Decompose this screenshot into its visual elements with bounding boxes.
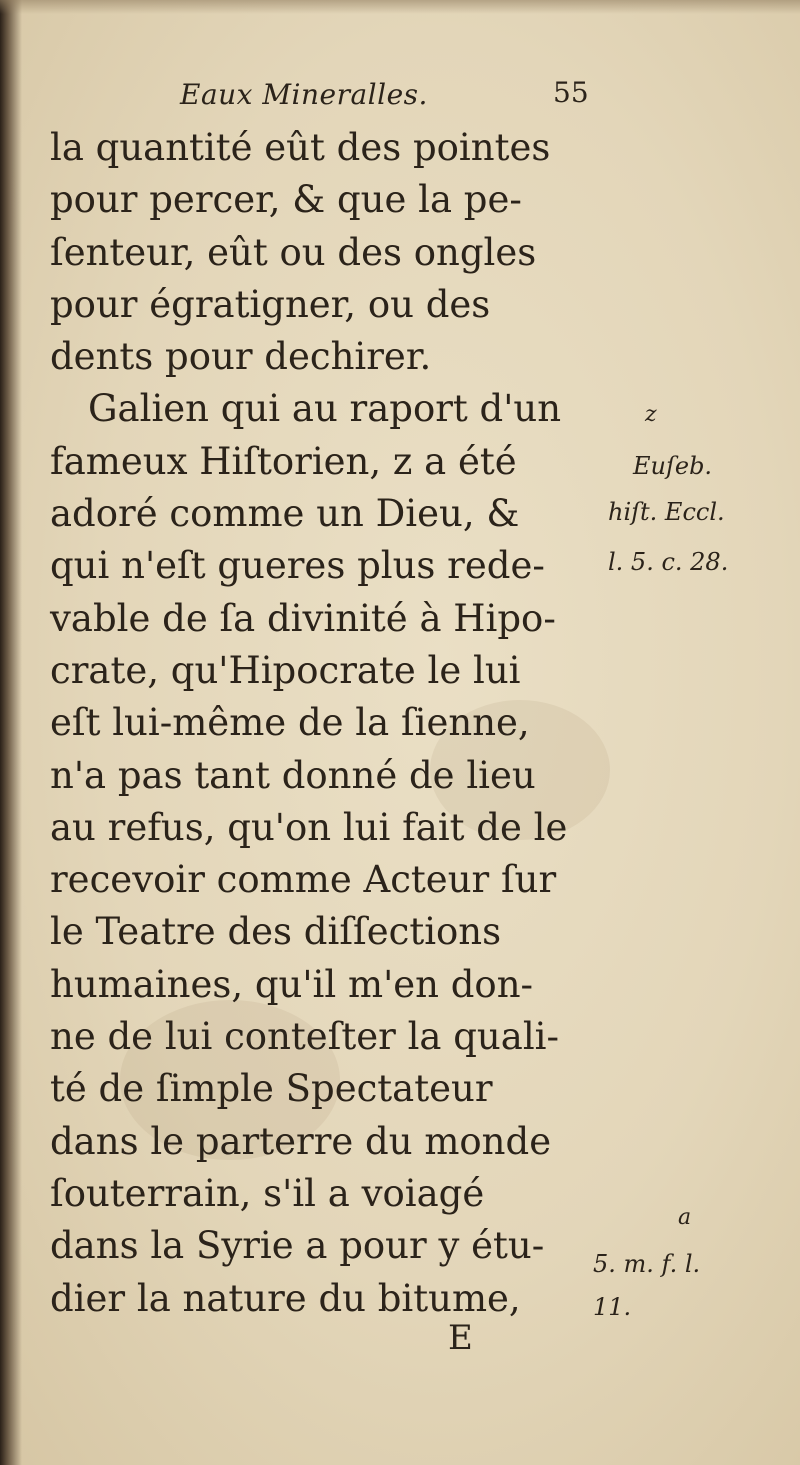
page-number: 55 [553, 76, 589, 109]
running-head: Eaux Mineralles. [180, 78, 428, 111]
text-line: pour percer, & que la pe- [50, 178, 522, 222]
page-top-edge [0, 0, 800, 14]
text-line: eſt lui-même de la ſienne, [50, 701, 530, 745]
text-line: n'a pas tant donné de lieu [50, 753, 536, 797]
margin-note-a: a [678, 1205, 692, 1230]
margin-note-z: z [645, 402, 657, 427]
text-line: crate, qu'Hipocrate le lui [50, 648, 521, 692]
text-line: la quantité eût des pointes [50, 126, 551, 169]
text-line: dans la Syrie a pour y étu- [50, 1224, 545, 1268]
binding-shadow [0, 0, 22, 1465]
text-line: ne de lui conteſter la quali- [50, 1015, 559, 1059]
text-line: ſenteur, eût ou des ongles [50, 230, 537, 274]
text-line: le Teatre des diſſections [50, 910, 502, 954]
catchword: E [448, 1318, 473, 1358]
text-line: adoré comme un Dieu, & [50, 492, 520, 536]
text-line: dans le parterre du monde [50, 1119, 552, 1163]
text-line: pour égratigner, ou des [50, 282, 491, 326]
text-line: humaines, qu'il m'en don- [50, 962, 534, 1006]
text-line: vable de ſa divinité à Hipo- [50, 596, 556, 640]
text-line: fameux Hiſtorien, z a été [50, 439, 517, 483]
margin-note-ref-2-cont: 11. [593, 1293, 632, 1321]
text-line: Galien qui au raport d'un [88, 387, 562, 431]
text-line: recevoir comme Acteur ſur [50, 858, 557, 902]
text-line: ſouterrain, s'il a voiagé [50, 1171, 485, 1215]
margin-note-ref-2: 5. m. f. l. [593, 1250, 701, 1278]
text-line: dents pour dechirer. [50, 335, 432, 379]
text-line: au refus, qu'on lui fait de le [50, 805, 568, 849]
text-line: dier la nature du bitume, [50, 1276, 521, 1320]
margin-note-eufeb: Euſeb. [633, 452, 713, 480]
text-line: qui n'eſt gueres plus rede- [50, 544, 545, 588]
margin-note-hist-eccl: hiſt. Eccl. [608, 498, 725, 526]
margin-note-ref: l. 5. c. 28. [608, 548, 729, 576]
body-text [50, 122, 610, 1325]
text-line: té de ſimple Spectateur [50, 1067, 493, 1111]
